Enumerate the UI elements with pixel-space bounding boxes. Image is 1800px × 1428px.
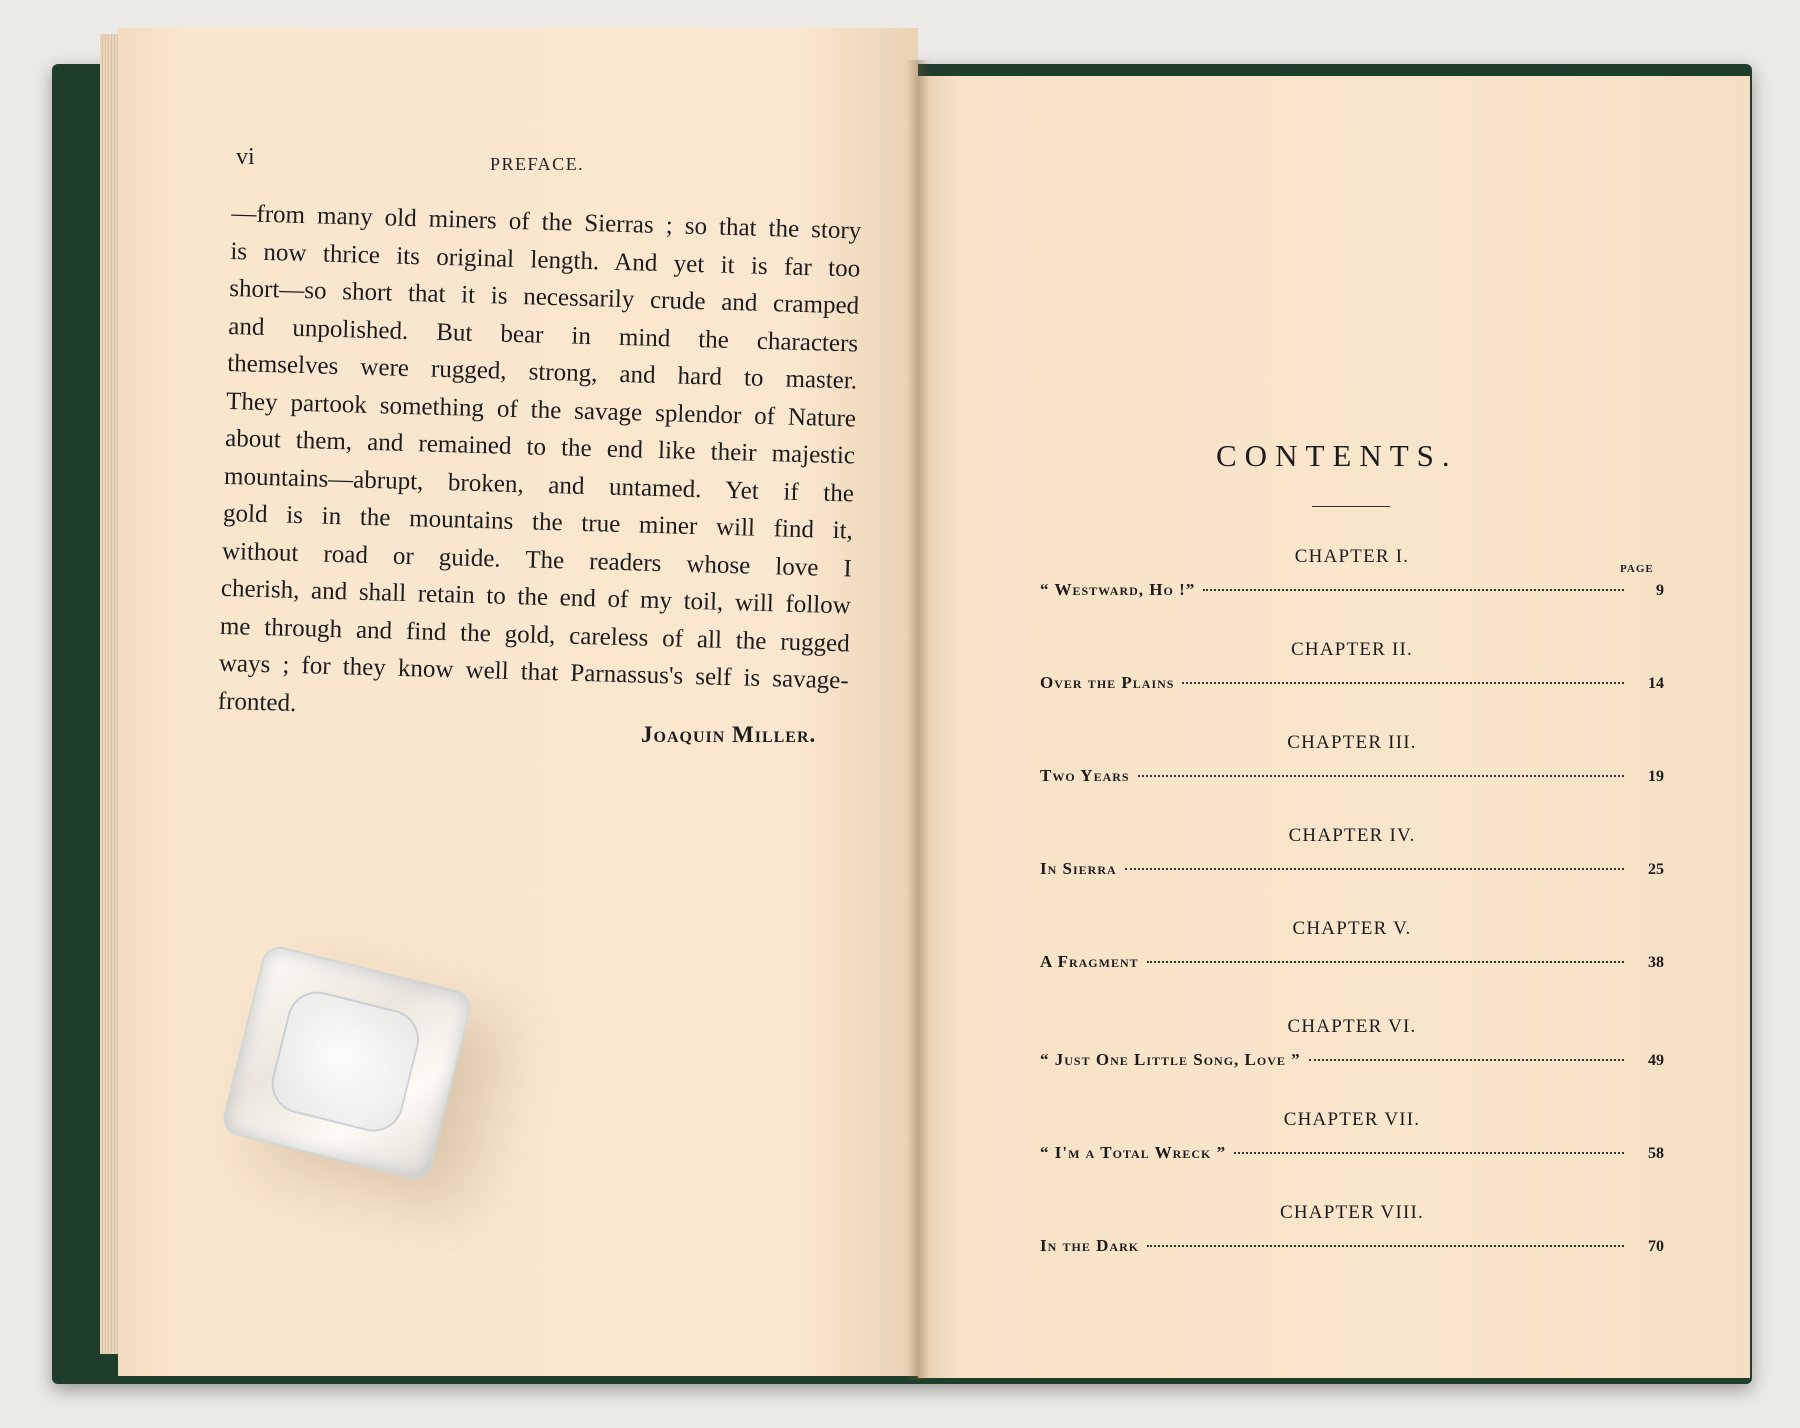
toc-line [1040, 1050, 1664, 1070]
preface-line: and unpolished. But bear in mind the characters [227, 312, 859, 358]
chapter-number: CHAPTER VIII. [1279, 1202, 1425, 1223]
chapter-number: CHAPTER VII. [1283, 1109, 1421, 1130]
toc-line [1040, 1143, 1664, 1163]
preface-line: gold is in the mountains the true miner will find it, [222, 499, 854, 545]
dot-leader [1125, 868, 1624, 870]
toc-entry [1040, 1109, 1664, 1179]
toc-entry [1040, 825, 1664, 895]
chapter-page: 19 [1648, 768, 1664, 785]
book-gutter [906, 60, 930, 1380]
paperweight-facet [265, 985, 425, 1138]
chapter-page: 58 [1648, 1145, 1664, 1162]
dot-leader [1182, 682, 1624, 684]
toc-entry [1040, 918, 1664, 988]
chapter-title: In the Dark [1040, 1236, 1140, 1255]
page-column-label: PAGE [1620, 563, 1654, 575]
chapter-number: CHAPTER V. [1292, 918, 1412, 939]
chapter-page: 9 [1656, 582, 1664, 599]
page-number: vi [236, 144, 255, 170]
toc-line [1040, 859, 1664, 879]
dot-leader [1203, 589, 1624, 591]
preface-line: They partook something of the savage splendor of Nature [225, 387, 857, 433]
chapter-number: CHAPTER II. [1291, 639, 1413, 660]
chapter-page: 70 [1648, 1238, 1664, 1255]
preface-line: about them, and remained to the end like their majestic [224, 424, 856, 470]
page-edges [100, 34, 120, 1354]
preface-body [217, 195, 861, 737]
right-page [918, 76, 1750, 1378]
dot-leader [1138, 775, 1624, 777]
running-head: PREFACE. [490, 154, 585, 174]
toc-entry [1040, 1016, 1664, 1086]
preface-line: short—so short that it is necessarily crude and cramped [229, 274, 860, 320]
toc-line [1040, 580, 1664, 600]
chapter-page: 25 [1648, 861, 1664, 878]
preface-line: themselves were rugged, strong, and hard to master. [226, 349, 858, 395]
chapter-number: CHAPTER VI. [1287, 1016, 1417, 1037]
preface-line: me through and find the gold, careless of all the rugged [219, 612, 851, 657]
preface-line: without road or guide. The readers whose love I [221, 537, 853, 582]
toc-entry [1040, 1202, 1664, 1272]
chapter-title: “ I'm a Total Wreck ” [1040, 1143, 1227, 1162]
preface-line: is now thrice its original length. And yet it is far too [230, 237, 861, 283]
toc-line [1040, 1236, 1664, 1256]
toc-line [1040, 952, 1664, 972]
dot-leader [1309, 1059, 1624, 1061]
toc-entry [1040, 732, 1664, 802]
toc-line [1040, 766, 1664, 786]
chapter-number: CHAPTER I. [1294, 546, 1410, 567]
chapter-title: In Sierra [1040, 859, 1117, 878]
chapter-page: 38 [1648, 954, 1664, 971]
contents-heading: CONTENTS. [1216, 438, 1458, 473]
toc-entry [1040, 639, 1664, 709]
toc-entry [1040, 546, 1664, 616]
author-signature: Joaquin Miller. [641, 722, 817, 747]
chapter-page: 14 [1648, 675, 1664, 692]
dot-leader [1147, 1245, 1624, 1247]
preface-line: fronted. [217, 687, 297, 717]
preface-line: —from many old miners of the Sierras ; so that the story [231, 199, 862, 245]
chapter-number: CHAPTER III. [1287, 732, 1417, 753]
dot-leader [1234, 1152, 1624, 1154]
preface-line: mountains—abrupt, broken, and untamed. Yet if the [223, 462, 855, 507]
toc-line [1040, 673, 1664, 693]
chapter-number: CHAPTER IV. [1288, 825, 1416, 846]
chapter-title: “ Westward, Ho !” [1040, 580, 1196, 599]
chapter-title: “ Just One Little Song, Love ” [1040, 1050, 1301, 1069]
preface-line: cherish, and shall retain to the end of my toil, will follow [220, 574, 852, 620]
chapter-page: 49 [1648, 1052, 1664, 1069]
chapter-title: Over the Plains [1040, 673, 1175, 692]
heading-rule [1312, 506, 1390, 507]
chapter-title: A Fragment [1040, 952, 1139, 971]
dot-leader [1147, 961, 1624, 963]
chapter-title: Two Years [1040, 766, 1130, 785]
preface-line: ways ; for they know well that Parnassus's self is savage- [218, 649, 850, 695]
